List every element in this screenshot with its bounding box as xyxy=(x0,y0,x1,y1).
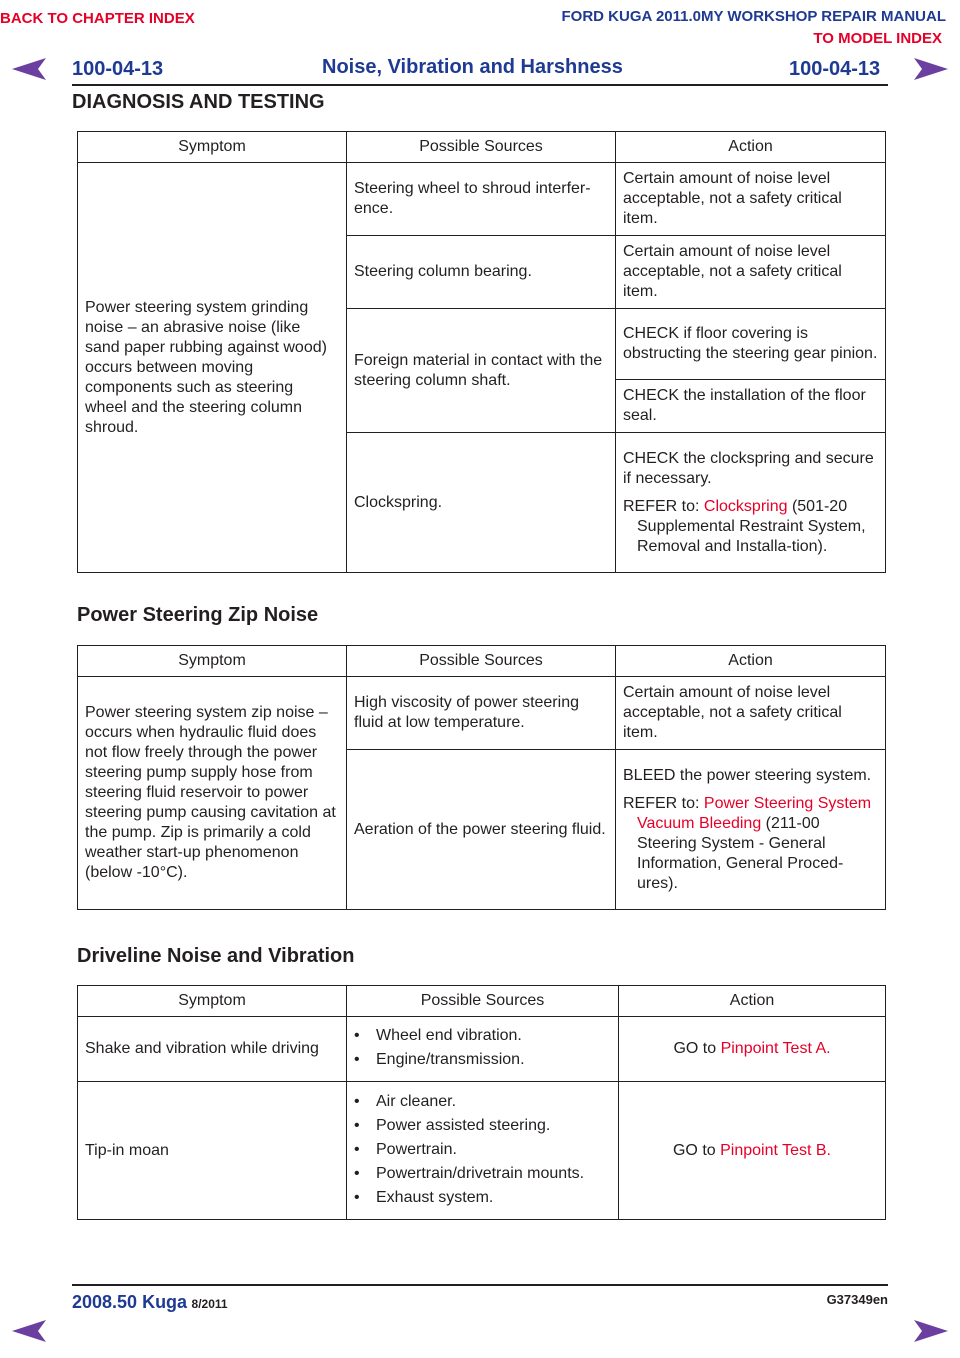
zip-noise-heading: Power Steering Zip Noise xyxy=(77,604,319,626)
bullet-icon: • xyxy=(354,1116,360,1134)
source-item: Powertrain. xyxy=(376,1140,457,1158)
symptom-cell: Shake and vibration while driving xyxy=(78,1017,347,1082)
bullet-icon: • xyxy=(354,1140,360,1158)
source-cell: Steering wheel to shroud interfer-ence. xyxy=(347,163,616,236)
list-item xyxy=(354,1050,611,1070)
action-cell: CHECK the installation of the floor seal. xyxy=(616,380,886,433)
bullet-icon: • xyxy=(354,1027,360,1044)
figure-code: G37349en xyxy=(826,1292,888,1307)
list-item xyxy=(354,1140,611,1160)
to-model-index-link[interactable]: TO MODEL INDEX xyxy=(813,30,942,47)
source-cell: Foreign material in contact with the steering column shaft. xyxy=(347,309,616,433)
footer-model: 2008.50 Kuga xyxy=(72,1292,188,1312)
bullet-icon: • xyxy=(354,1164,360,1182)
bullet-icon: • xyxy=(354,1092,360,1110)
action-cell xyxy=(619,1082,886,1220)
col-header-symptom: Symptom xyxy=(78,132,347,163)
next-page-arrow-top[interactable] xyxy=(914,58,948,80)
manual-title: FORD KUGA 2011.0MY WORKSHOP REPAIR MANUAL xyxy=(561,8,946,25)
driveline-table xyxy=(77,985,886,1220)
refer-line xyxy=(623,497,878,557)
action-text: BLEED the power steering system. xyxy=(623,766,872,784)
source-cell xyxy=(347,1017,619,1082)
page-code-right: 100-04-13 xyxy=(789,58,881,80)
footer-date: 8/2011 xyxy=(191,1297,228,1311)
prev-page-arrow-top[interactable] xyxy=(12,58,46,80)
action-cell xyxy=(616,433,886,573)
page-title: Noise, Vibration and Harshness xyxy=(322,56,623,78)
pinpoint-test-b-link[interactable]: Pinpoint Test B. xyxy=(720,1141,831,1159)
list-item xyxy=(354,1188,611,1208)
refer-label: REFER to: xyxy=(623,497,704,515)
source-item: Wheel end vibration. xyxy=(376,1027,522,1044)
source-item: Air cleaner. xyxy=(376,1092,457,1110)
prev-page-arrow-bottom[interactable] xyxy=(12,1320,46,1342)
source-cell: Aeration of the power steering fluid. xyxy=(347,750,616,910)
source-item: Powertrain/drivetrain mounts. xyxy=(376,1164,585,1182)
refer-label: REFER to: xyxy=(623,794,704,812)
refer-tail: (501-20 Supplemental Restraint System, Removal and Installa-tion). xyxy=(637,497,866,555)
source-cell xyxy=(347,1082,619,1220)
arrow-left-icon xyxy=(12,58,46,80)
symptom-cell: Power steering system grinding noise – an abrasive noise (like sand paper rubbing against wood) occurs between moving components such as steering wheel and the steering column shroud. xyxy=(78,163,347,573)
col-header-symptom: Symptom xyxy=(78,646,347,677)
action-cell: Certain amount of noise level acceptable, not a safety critical item. xyxy=(616,236,886,309)
source-item: Power assisted steering. xyxy=(376,1116,551,1134)
back-to-chapter-index-link[interactable]: BACK TO CHAPTER INDEX xyxy=(0,10,195,27)
action-cell xyxy=(616,750,886,910)
refer-tail: (211-00 Steering System - General Information, General Proced-ures). xyxy=(637,814,844,892)
refer-line xyxy=(623,794,878,894)
col-header-sources: Possible Sources xyxy=(347,646,616,677)
arrow-right-icon xyxy=(914,1320,948,1342)
col-header-sources: Possible Sources xyxy=(347,132,616,163)
action-cell xyxy=(619,1017,886,1082)
footer-model-line xyxy=(72,1292,228,1313)
col-header-action: Action xyxy=(616,646,886,677)
source-cell: Steering column bearing. xyxy=(347,236,616,309)
arrow-right-icon xyxy=(914,58,948,80)
action-cell: CHECK if floor covering is obstructing the steering gear pinion. xyxy=(616,309,886,380)
header-rule xyxy=(72,84,888,86)
source-item: Exhaust system. xyxy=(376,1188,494,1206)
col-header-symptom: Symptom xyxy=(78,986,347,1017)
clockspring-link[interactable]: Clockspring xyxy=(703,497,788,515)
list-item xyxy=(354,1092,611,1112)
next-page-arrow-bottom[interactable] xyxy=(914,1320,948,1342)
footer-rule xyxy=(72,1284,888,1286)
section-heading: DIAGNOSIS AND TESTING xyxy=(72,91,325,113)
arrow-left-icon xyxy=(12,1320,46,1342)
power-steering-bleeding-link[interactable]: Power Steering System Vacuum Bleeding xyxy=(637,794,872,832)
source-item: Engine/transmission. xyxy=(376,1051,525,1068)
go-to-label: GO to xyxy=(673,1040,721,1057)
action-cell: Certain amount of noise level acceptable, not a safety critical item. xyxy=(616,677,886,750)
col-header-action: Action xyxy=(619,986,886,1017)
symptom-cell: Power steering system zip noise – occurs when hydraulic fluid does not flow freely through the power steering pump supply hose from steering fluid reservoir to power steering pump causing cavitation at the pump. Zip is primarily a cold weather start-up phenomenon (below -10°C). xyxy=(78,677,347,910)
pinpoint-test-a-link[interactable]: Pinpoint Test A. xyxy=(720,1040,831,1057)
grinding-noise-table xyxy=(77,131,886,573)
page-code-left: 100-04-13 xyxy=(72,58,164,80)
driveline-heading: Driveline Noise and Vibration xyxy=(77,945,355,967)
symptom-cell: Tip-in moan xyxy=(78,1082,347,1220)
action-text: CHECK the clockspring and secure if necessary. xyxy=(623,449,874,487)
go-to-label: GO to xyxy=(672,1141,721,1159)
list-item xyxy=(354,1026,611,1046)
bullet-icon: • xyxy=(354,1051,360,1068)
list-item xyxy=(354,1116,611,1136)
bullet-icon: • xyxy=(354,1188,360,1206)
zip-noise-table xyxy=(77,645,886,910)
source-cell: High viscosity of power steering fluid at low temperature. xyxy=(347,677,616,750)
action-cell: Certain amount of noise level acceptable, not a safety critical item. xyxy=(616,163,886,236)
list-item xyxy=(354,1164,611,1184)
col-header-action: Action xyxy=(616,132,886,163)
source-cell: Clockspring. xyxy=(347,433,616,573)
col-header-sources: Possible Sources xyxy=(347,986,619,1017)
